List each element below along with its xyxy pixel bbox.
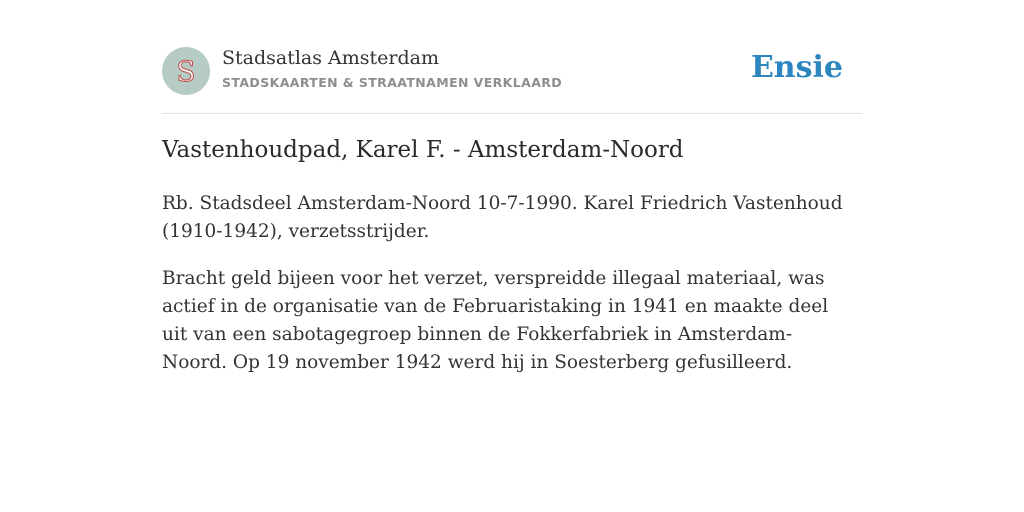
site-header — [162, 0, 862, 114]
article-paragraph: Rb. Stadsdeel Amsterdam-Noord 10-7-1990. Karel Friedrich Vastenhoud (1910-1942), verzetsstrijder. — [162, 193, 843, 242]
ensie-logo[interactable]: Ensie — [750, 50, 843, 85]
article-paragraph: Bracht geld bijeen voor het verzet, verspreidde illegaal materiaal, was actief in de organisatie van de Februaristaking in 1941 en maakte deel uit van een sabotagegroep binnen de Fokkerfabriek in Amsterdam-Noord. Op 19 november 1942 werd hij in Soesterberg gefusilleerd. — [162, 268, 829, 373]
article-title: Vastenhoudpad, Karel F. - Amsterdam-Noord — [162, 137, 684, 163]
page — [162, 0, 862, 373]
avatar-letter: S — [176, 55, 196, 88]
site-subtitle: STADSKAARTEN & STRAATNAMEN VERKLAARD — [222, 75, 563, 90]
site-avatar[interactable] — [162, 47, 210, 95]
site-title[interactable]: Stadsatlas Amsterdam — [222, 47, 440, 69]
